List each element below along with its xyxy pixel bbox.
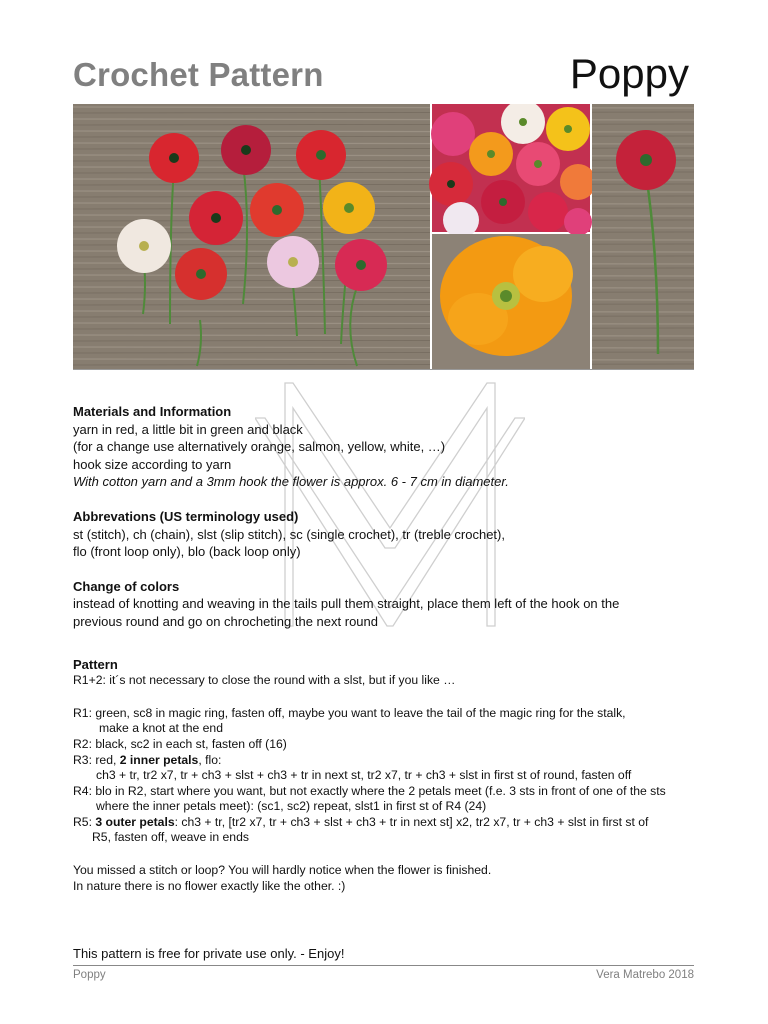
colors-line: instead of knotting and weaving in the tails pull them straight, place them left of the hook on the (73, 596, 620, 612)
pattern-content (73, 403, 733, 894)
round-3-suffix: , flo: (198, 752, 222, 767)
footer-author: Vera Matrebo 2018 (596, 969, 694, 981)
colors-line: previous round and go on chrocheting the next round (73, 613, 378, 629)
page-title: Crochet Pattern (73, 56, 324, 93)
round-3-inner-petals: 2 inner petals (119, 752, 199, 767)
round-5-suffix: : ch3 + tr, [tr2 x7, tr + ch3 + slst + ch3 + tr in next st] x2, tr2 x7, tr + ch3 + slst in first st of (174, 814, 649, 829)
abbreviations-line: st (stitch), ch (chain), slst (slip stitch), sc (single crochet), tr (treble crochet), (73, 526, 505, 542)
round-4: R4: blo in R2, start where you want, but not exactly where the 2 petals meet (f.e. 3 sts in front of one of the sts (73, 783, 666, 798)
closing-note: You missed a stitch or loop? You will hardly notice when the flower is finished. (73, 863, 492, 878)
round-5-prefix: R5: (73, 814, 96, 829)
round-5-outer-petals: 3 outer petals (95, 814, 175, 829)
round-1-cont: make a knot at the end (99, 721, 223, 736)
pattern-name: Poppy (569, 50, 689, 97)
materials-line: hook size according to yarn (73, 456, 232, 472)
materials-line: yarn in red, a little bit in green and black (73, 421, 303, 437)
pattern-intro: R1+2: it´s not necessary to close the round with a slst, but if you like … (73, 673, 456, 688)
round-3 (73, 753, 733, 769)
round-3-prefix: R3: red, (73, 752, 120, 767)
poppy-photo-collage (73, 104, 694, 370)
round-3-cont: ch3 + tr, tr2 x7, tr + ch3 + slst + ch3 + tr in next st, tr2 x7, tr + ch3 + slst in first st of round, fasten off (96, 768, 632, 783)
round-5-cont: R5, fasten off, weave in ends (92, 830, 249, 845)
closing-note: In nature there is no flower exactly like the other. :) (73, 878, 346, 893)
abbreviations-line: flo (front loop only), blo (back loop only) (73, 544, 301, 560)
free-use-note: This pattern is free for private use only. - Enjoy! (73, 946, 345, 961)
footer-title: Poppy (73, 969, 106, 981)
round-4-cont: where the inner petals meet): (sc1, sc2) repeat, slst1 in first st of R4 (24) (96, 799, 487, 814)
round-2: R2: black, sc2 in each st, fasten off (16) (73, 736, 287, 751)
round-1: R1: green, sc8 in magic ring, fasten off, maybe you want to leave the tail of the magic ring for the stalk, (73, 705, 626, 720)
materials-note: With cotton yarn and a 3mm hook the flower is approx. 6 - 7 cm in diameter. (73, 474, 509, 490)
materials-line: (for a change use alternatively orange, salmon, yellow, white, …) (73, 439, 446, 455)
materials-heading: Materials and Information (73, 404, 232, 419)
pattern-heading: Pattern (73, 656, 118, 672)
colors-heading: Change of colors (73, 578, 180, 594)
abbreviations-heading: Abbrevations (US terminology used) (73, 508, 299, 524)
footer-divider (73, 965, 694, 966)
round-5 (73, 815, 733, 831)
